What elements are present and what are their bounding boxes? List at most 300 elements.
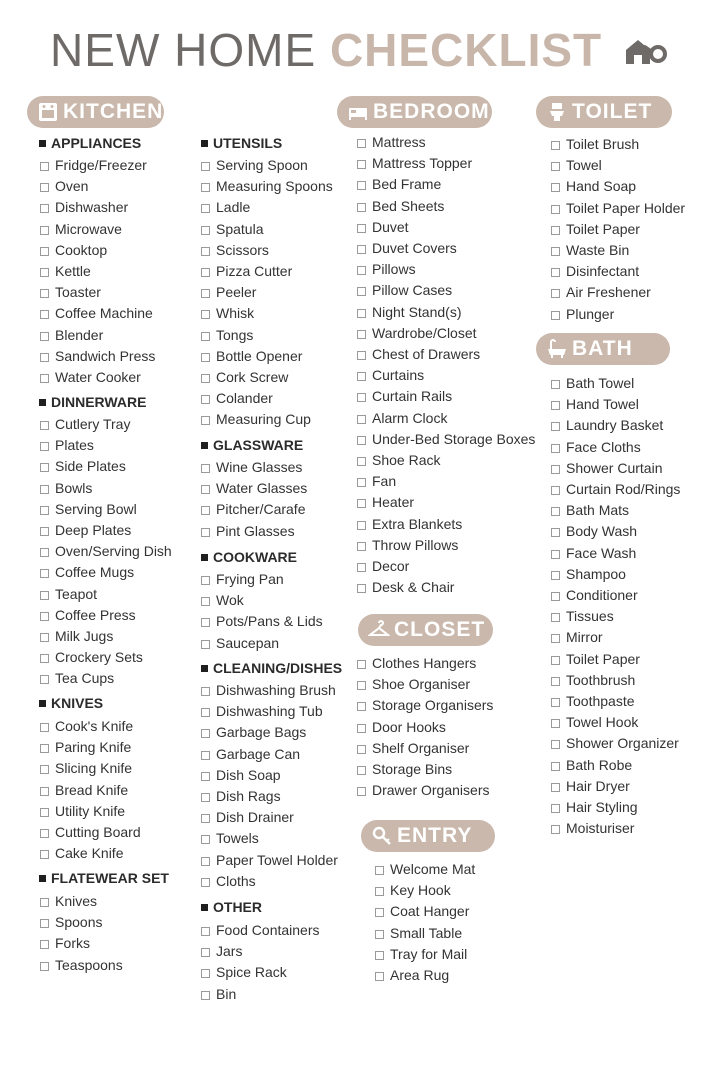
- checkbox[interactable]: [357, 415, 366, 424]
- checkbox[interactable]: [40, 332, 49, 341]
- checkbox[interactable]: [40, 268, 49, 277]
- checkbox[interactable]: [551, 719, 560, 728]
- checkbox[interactable]: [201, 772, 210, 781]
- checkbox[interactable]: [201, 162, 210, 171]
- checklist-item-hand-soap[interactable]: [551, 176, 636, 197]
- checkbox[interactable]: [357, 660, 366, 669]
- checklist-item-disinfectant[interactable]: [551, 261, 639, 282]
- checklist-item-pillow-cases[interactable]: [357, 280, 452, 301]
- checkbox[interactable]: [40, 548, 49, 557]
- checklist-item-side-plates[interactable]: [40, 456, 126, 477]
- checkbox[interactable]: [201, 485, 210, 494]
- checklist-item-face-cloths[interactable]: [551, 437, 641, 458]
- checklist-item-key-hook[interactable]: [375, 880, 451, 901]
- checklist-item-wardrobe-closet[interactable]: [357, 323, 477, 344]
- checkbox[interactable]: [201, 969, 210, 978]
- checklist-item-welcome-mat[interactable]: [375, 859, 475, 880]
- checklist-item-heater[interactable]: [357, 492, 414, 513]
- checklist-item-body-wash[interactable]: [551, 521, 637, 542]
- checklist-item-label: Scissors: [216, 241, 269, 258]
- checklist-item-label: Conditioner: [566, 587, 638, 603]
- checklist-item-night-stand-s[interactable]: [357, 302, 461, 323]
- checklist-item-label: Chest of Drawers: [372, 346, 481, 362]
- checklist-item-bed-frame[interactable]: [357, 174, 441, 195]
- checkbox[interactable]: [201, 332, 210, 341]
- checkbox[interactable]: [40, 591, 49, 600]
- checkbox[interactable]: [201, 878, 210, 887]
- checkbox[interactable]: [375, 972, 384, 981]
- checkbox[interactable]: [40, 183, 49, 192]
- checklist-item-conditioner[interactable]: [551, 585, 638, 606]
- checkbox[interactable]: [357, 436, 366, 445]
- checkbox[interactable]: [40, 919, 49, 928]
- checkbox[interactable]: [551, 422, 560, 431]
- checklist-item-chest-of-drawers[interactable]: [357, 344, 480, 365]
- checklist-item-dish-rags[interactable]: [201, 786, 281, 807]
- checkbox[interactable]: [375, 866, 384, 875]
- checkbox[interactable]: [357, 766, 366, 775]
- checklist-item-utility-knife[interactable]: [40, 801, 125, 822]
- checkbox[interactable]: [357, 584, 366, 593]
- checklist-item-blender[interactable]: [40, 325, 103, 346]
- checkbox[interactable]: [357, 563, 366, 572]
- checkbox[interactable]: [551, 401, 560, 410]
- checkbox[interactable]: [551, 268, 560, 277]
- checklist-item-tea-cups[interactable]: [40, 668, 114, 689]
- checkbox[interactable]: [201, 464, 210, 473]
- checkbox[interactable]: [201, 708, 210, 717]
- checkbox[interactable]: [375, 930, 384, 939]
- checklist-item-plates[interactable]: [40, 435, 94, 456]
- checklist-item-laundry-basket[interactable]: [551, 415, 663, 436]
- checkbox[interactable]: [551, 465, 560, 474]
- checklist-item-label: Toilet Paper Holder: [566, 199, 686, 216]
- checkbox[interactable]: [40, 485, 49, 494]
- checklist-item-face-wash[interactable]: [551, 543, 636, 564]
- checklist-item-clothes-hangers[interactable]: [357, 653, 476, 674]
- checkbox[interactable]: [201, 597, 210, 606]
- checklist-item-sandwich-press[interactable]: [40, 346, 155, 367]
- checklist-item-cook-s-knife[interactable]: [40, 716, 133, 737]
- checklist-item-spoons[interactable]: [40, 912, 102, 933]
- checkbox[interactable]: [40, 675, 49, 684]
- checkbox[interactable]: [201, 793, 210, 802]
- checkbox[interactable]: [40, 962, 49, 971]
- checklist-item-duvet[interactable]: [357, 217, 409, 238]
- checklist-item-shower-organizer[interactable]: [551, 733, 679, 754]
- checkbox[interactable]: [357, 224, 366, 233]
- checkbox[interactable]: [357, 351, 366, 360]
- checkbox[interactable]: [201, 416, 210, 425]
- checkbox[interactable]: [201, 310, 210, 319]
- checkbox[interactable]: [357, 203, 366, 212]
- checklist-item-duvet-covers[interactable]: [357, 238, 457, 259]
- checklist-item-air-freshener[interactable]: [551, 282, 651, 303]
- checklist-item-pots-pans-lids[interactable]: [201, 611, 323, 632]
- checkbox[interactable]: [551, 486, 560, 495]
- checkbox[interactable]: [551, 825, 560, 834]
- checklist-item-hair-styling[interactable]: [551, 797, 638, 818]
- checkbox[interactable]: [357, 521, 366, 530]
- checkbox[interactable]: [357, 724, 366, 733]
- checklist-item-towel[interactable]: [551, 155, 602, 176]
- checklist-item-label: Peeler: [216, 284, 257, 301]
- checkbox[interactable]: [551, 205, 560, 214]
- checklist-item-label: Cooktop: [55, 241, 108, 258]
- checklist-item-tissues[interactable]: [551, 606, 614, 627]
- checkbox[interactable]: [40, 204, 49, 213]
- checklist-item-bed-sheets[interactable]: [357, 196, 444, 217]
- checklist-item-storage-bins[interactable]: [357, 759, 452, 780]
- checklist-item-mattress-topper[interactable]: [357, 153, 472, 174]
- checklist-item-bread-knife[interactable]: [40, 780, 128, 801]
- checklist-item-curtains[interactable]: [357, 365, 424, 386]
- checklist-item-toothpaste[interactable]: [551, 691, 635, 712]
- checklist-item-serving-spoon[interactable]: [201, 155, 308, 176]
- checkbox[interactable]: [551, 804, 560, 813]
- checklist-item-food-containers[interactable]: [201, 920, 320, 941]
- checklist-item-bath-mats[interactable]: [551, 500, 629, 521]
- checklist-item-cooktop[interactable]: [40, 240, 107, 261]
- checkbox[interactable]: [357, 542, 366, 551]
- checklist-item-towels[interactable]: [201, 828, 259, 849]
- checkbox[interactable]: [357, 245, 366, 254]
- title-part1: NEW HOME: [50, 24, 317, 76]
- checklist-item-garbage-can[interactable]: [201, 744, 300, 765]
- checklist-item-water-cooker[interactable]: [40, 367, 141, 388]
- checkbox[interactable]: [40, 421, 49, 430]
- checkbox[interactable]: [551, 698, 560, 707]
- checklist-item-storage-organisers[interactable]: [357, 695, 493, 716]
- checklist-item-toaster[interactable]: [40, 282, 101, 303]
- checkbox[interactable]: [201, 729, 210, 738]
- checklist-item-dishwashing-brush[interactable]: [201, 680, 336, 701]
- checklist-item-slicing-knife[interactable]: [40, 758, 132, 779]
- checkbox[interactable]: [357, 181, 366, 190]
- checklist-item-pillows[interactable]: [357, 259, 416, 280]
- checkbox[interactable]: [40, 442, 49, 451]
- checkbox[interactable]: [551, 677, 560, 686]
- checkbox[interactable]: [40, 527, 49, 536]
- checklist-item-tray-for-mail[interactable]: [375, 944, 467, 965]
- checkbox[interactable]: [40, 247, 49, 256]
- checkbox[interactable]: [201, 927, 210, 936]
- checklist-item-jars[interactable]: [201, 941, 242, 962]
- checklist-item-paring-knife[interactable]: [40, 737, 131, 758]
- checklist-item-measuring-cup[interactable]: [201, 409, 311, 430]
- checklist-item-paper-towel-holder[interactable]: [201, 850, 338, 871]
- checklist-item-coffee-machine[interactable]: [40, 303, 153, 324]
- checklist-item-cutting-board[interactable]: [40, 822, 141, 843]
- checklist-item-label: Shelf Organiser: [372, 739, 470, 756]
- checklist-item-dishwasher[interactable]: [40, 197, 128, 218]
- checklist-item-desk-chair[interactable]: [357, 577, 454, 598]
- checkbox[interactable]: [551, 656, 560, 665]
- checkbox[interactable]: [201, 991, 210, 1000]
- checkbox[interactable]: [40, 612, 49, 621]
- checklist-item-plunger[interactable]: [551, 304, 614, 325]
- checklist-item-serving-bowl[interactable]: [40, 499, 137, 520]
- checklist-item-teaspoons[interactable]: [40, 955, 123, 976]
- checkbox[interactable]: [201, 576, 210, 585]
- checkbox[interactable]: [201, 835, 210, 844]
- checklist-item-saucepan[interactable]: [201, 633, 279, 654]
- checklist-item-drawer-organisers[interactable]: [357, 780, 489, 801]
- checklist-item-shoe-rack[interactable]: [357, 450, 440, 471]
- checkbox[interactable]: [201, 289, 210, 298]
- checklist-item-label: Laundry Basket: [566, 417, 664, 434]
- checklist-item-label: Bath Robe: [566, 756, 633, 773]
- checkbox[interactable]: [201, 247, 210, 256]
- checklist-item-bath-robe[interactable]: [551, 755, 632, 776]
- checklist-item-pint-glasses[interactable]: [201, 521, 295, 542]
- checklist-item-shower-curtain[interactable]: [551, 458, 663, 479]
- checkbox[interactable]: [40, 744, 49, 753]
- checklist-item-alarm-clock[interactable]: [357, 408, 447, 429]
- checkbox[interactable]: [551, 528, 560, 537]
- checkbox[interactable]: [551, 444, 560, 453]
- checklist-item-knives[interactable]: [40, 891, 97, 912]
- category-label: OTHER: [213, 899, 262, 915]
- checklist-item-water-glasses[interactable]: [201, 478, 307, 499]
- checklist-item-toilet-brush[interactable]: [551, 134, 639, 155]
- checklist-item-label: Crockery Sets: [55, 649, 143, 666]
- category-bullet: [39, 700, 46, 707]
- checklist-item-mattress[interactable]: [357, 132, 426, 153]
- checklist-item-label: Waste Bin: [566, 242, 630, 258]
- checklist-item-label: Milk Jugs: [55, 628, 114, 644]
- house-keys-icon: [622, 26, 670, 82]
- checkbox[interactable]: [40, 940, 49, 949]
- checkbox[interactable]: [551, 289, 560, 298]
- checkbox[interactable]: [40, 162, 49, 171]
- checklist-item-pizza-cutter[interactable]: [201, 261, 292, 282]
- checklist-item-scissors[interactable]: [201, 240, 269, 261]
- checklist-item-coffee-mugs[interactable]: [40, 562, 134, 583]
- checkbox[interactable]: [551, 162, 560, 171]
- checklist-item-label: Plates: [55, 437, 94, 454]
- checkbox[interactable]: [357, 787, 366, 796]
- checkbox[interactable]: [201, 528, 210, 537]
- checklist-item-bottle-opener[interactable]: [201, 346, 302, 367]
- checkbox[interactable]: [551, 380, 560, 389]
- checkbox[interactable]: [551, 550, 560, 559]
- checklist-item-cloths[interactable]: [201, 871, 256, 892]
- toilet-icon: [546, 101, 568, 123]
- checkbox[interactable]: [201, 618, 210, 627]
- checkbox[interactable]: [40, 289, 49, 298]
- checkbox[interactable]: [357, 139, 366, 148]
- checklist-item-under-bed-storage-boxes[interactable]: [357, 429, 535, 450]
- checkbox[interactable]: [357, 266, 366, 275]
- checkbox[interactable]: [551, 226, 560, 235]
- checkbox[interactable]: [201, 395, 210, 404]
- checklist-item-ladle[interactable]: [201, 197, 250, 218]
- checkbox[interactable]: [201, 687, 210, 696]
- checkbox[interactable]: [40, 808, 49, 817]
- checklist-item-throw-pillows[interactable]: [357, 535, 458, 556]
- checkbox[interactable]: [551, 571, 560, 580]
- checklist-item-mirror[interactable]: [551, 627, 603, 648]
- checkbox[interactable]: [375, 951, 384, 960]
- checkbox[interactable]: [551, 783, 560, 792]
- checklist-item-label: Body Wash: [566, 523, 638, 540]
- checkbox[interactable]: [201, 374, 210, 383]
- checkbox[interactable]: [357, 160, 366, 169]
- checklist-item-wine-glasses[interactable]: [201, 457, 302, 478]
- checklist-item-small-table[interactable]: [375, 923, 462, 944]
- checkbox[interactable]: [40, 226, 49, 235]
- checklist-item-forks[interactable]: [40, 933, 90, 954]
- checkbox[interactable]: [40, 850, 49, 859]
- checklist-item-curtain-rod-rings[interactable]: [551, 479, 680, 500]
- checkbox[interactable]: [357, 681, 366, 690]
- checklist-item-shampoo[interactable]: [551, 564, 626, 585]
- checkbox[interactable]: [40, 569, 49, 578]
- checklist-item-waste-bin[interactable]: [551, 240, 629, 261]
- checkbox[interactable]: [357, 478, 366, 487]
- checkbox[interactable]: [201, 226, 210, 235]
- checkbox[interactable]: [551, 311, 560, 320]
- checkbox[interactable]: [40, 654, 49, 663]
- checklist-item-teapot[interactable]: [40, 584, 97, 605]
- checkbox[interactable]: [375, 908, 384, 917]
- checklist-item-toilet-paper-holder[interactable]: [551, 198, 685, 219]
- checkbox[interactable]: [357, 745, 366, 754]
- checklist-item-door-hooks[interactable]: [357, 717, 446, 738]
- checkbox[interactable]: [40, 898, 49, 907]
- checkbox[interactable]: [201, 506, 210, 515]
- checklist-item-bath-towel[interactable]: [551, 373, 634, 394]
- checklist-item-whisk[interactable]: [201, 303, 254, 324]
- checklist-item-toothbrush[interactable]: [551, 670, 635, 691]
- checklist-item-garbage-bags[interactable]: [201, 722, 306, 743]
- checklist-item-label: Bath Mats: [566, 502, 630, 519]
- checklist-item-pitcher-carafe[interactable]: [201, 499, 305, 520]
- checkbox[interactable]: [551, 740, 560, 749]
- checklist-item-fridge-freezer[interactable]: [40, 155, 147, 176]
- checkbox[interactable]: [357, 393, 366, 402]
- checkbox[interactable]: [551, 183, 560, 192]
- checklist-item-crockery-sets[interactable]: [40, 647, 143, 668]
- checkbox[interactable]: [40, 787, 49, 796]
- checkbox[interactable]: [551, 592, 560, 601]
- checklist-item-frying-pan[interactable]: [201, 569, 284, 590]
- checkbox[interactable]: [551, 762, 560, 771]
- checkbox[interactable]: [357, 287, 366, 296]
- checkbox[interactable]: [357, 330, 366, 339]
- checkbox[interactable]: [201, 814, 210, 823]
- checklist-item-hair-dryer[interactable]: [551, 776, 630, 797]
- checklist-item-microwave[interactable]: [40, 219, 122, 240]
- checklist-item-label: Bowls: [55, 479, 93, 496]
- checklist-item-extra-blankets[interactable]: [357, 514, 462, 535]
- checklist-item-oven[interactable]: [40, 176, 88, 197]
- checklist-item-moisturiser[interactable]: [551, 818, 634, 839]
- checkbox[interactable]: [201, 948, 210, 957]
- checklist-item-label: Shampoo: [566, 565, 626, 582]
- checklist-item-label: Blender: [55, 326, 104, 343]
- checkbox[interactable]: [357, 702, 366, 711]
- checkbox[interactable]: [40, 374, 49, 383]
- checklist-item-towel-hook[interactable]: [551, 712, 638, 733]
- checkbox[interactable]: [201, 268, 210, 277]
- checklist-item-area-rug[interactable]: [375, 965, 449, 986]
- checkbox[interactable]: [375, 887, 384, 896]
- checkbox[interactable]: [40, 723, 49, 732]
- checklist-item-coat-hanger[interactable]: [375, 901, 469, 922]
- checkbox[interactable]: [551, 247, 560, 256]
- checkbox[interactable]: [40, 310, 49, 319]
- checkbox[interactable]: [357, 309, 366, 318]
- checklist-item-measuring-spoons[interactable]: [201, 176, 333, 197]
- checklist-item-fan[interactable]: [357, 471, 396, 492]
- checklist-item-oven-serving-dish[interactable]: [40, 541, 172, 562]
- checklist-item-colander[interactable]: [201, 388, 273, 409]
- checklist-item-label: Microwave: [55, 220, 122, 237]
- checklist-item-label: Paring Knife: [55, 739, 132, 756]
- checklist-item-cake-knife[interactable]: [40, 843, 123, 864]
- checkbox[interactable]: [551, 507, 560, 516]
- checklist-item-curtain-rails[interactable]: [357, 386, 452, 407]
- checkbox[interactable]: [357, 457, 366, 466]
- checkbox[interactable]: [551, 634, 560, 643]
- checkbox[interactable]: [40, 463, 49, 472]
- checkbox[interactable]: [201, 183, 210, 192]
- checkbox[interactable]: [551, 141, 560, 150]
- checkbox[interactable]: [357, 372, 366, 381]
- checklist-item-cutlery-tray[interactable]: [40, 414, 130, 435]
- checklist-item-bowls[interactable]: [40, 478, 92, 499]
- checklist-item-dish-soap[interactable]: [201, 765, 281, 786]
- checklist-item-spice-rack[interactable]: [201, 962, 287, 983]
- category-label: KNIVES: [51, 695, 104, 711]
- checklist-item-toilet-paper[interactable]: [551, 219, 640, 240]
- checklist-item-tongs[interactable]: [201, 325, 253, 346]
- checkbox[interactable]: [357, 499, 366, 508]
- checkbox[interactable]: [201, 751, 210, 760]
- checklist-item-kettle[interactable]: [40, 261, 91, 282]
- checkbox[interactable]: [40, 506, 49, 515]
- checklist-item-deep-plates[interactable]: [40, 520, 131, 541]
- checklist-item-peeler[interactable]: [201, 282, 256, 303]
- checklist-item-coffee-press[interactable]: [40, 605, 136, 626]
- checklist-item-hand-towel[interactable]: [551, 394, 639, 415]
- checkbox[interactable]: [40, 829, 49, 838]
- checkbox[interactable]: [201, 857, 210, 866]
- checkbox[interactable]: [201, 640, 210, 649]
- checklist-item-toilet-paper[interactable]: [551, 649, 640, 670]
- checklist-item-label: Side Plates: [55, 458, 126, 475]
- checklist-item-decor[interactable]: [357, 556, 409, 577]
- checklist-item-wok[interactable]: [201, 590, 244, 611]
- checklist-item-bin[interactable]: [201, 984, 236, 1005]
- checklist-item-dish-drainer[interactable]: [201, 807, 294, 828]
- checklist-item-label: Under-Bed Storage Boxes: [372, 430, 536, 447]
- checklist-item-cork-screw[interactable]: [201, 367, 288, 388]
- checkbox[interactable]: [551, 613, 560, 622]
- checklist-item-dishwashing-tub[interactable]: [201, 701, 323, 722]
- checklist-item-shoe-organiser[interactable]: [357, 674, 470, 695]
- checkbox[interactable]: [201, 353, 210, 362]
- checklist-item-shelf-organiser[interactable]: [357, 738, 469, 759]
- checkbox[interactable]: [40, 353, 49, 362]
- checklist-item-milk-jugs[interactable]: [40, 626, 113, 647]
- checklist-item-spatula[interactable]: [201, 219, 263, 240]
- checkbox[interactable]: [40, 633, 49, 642]
- checkbox[interactable]: [201, 204, 210, 213]
- checkbox[interactable]: [40, 765, 49, 774]
